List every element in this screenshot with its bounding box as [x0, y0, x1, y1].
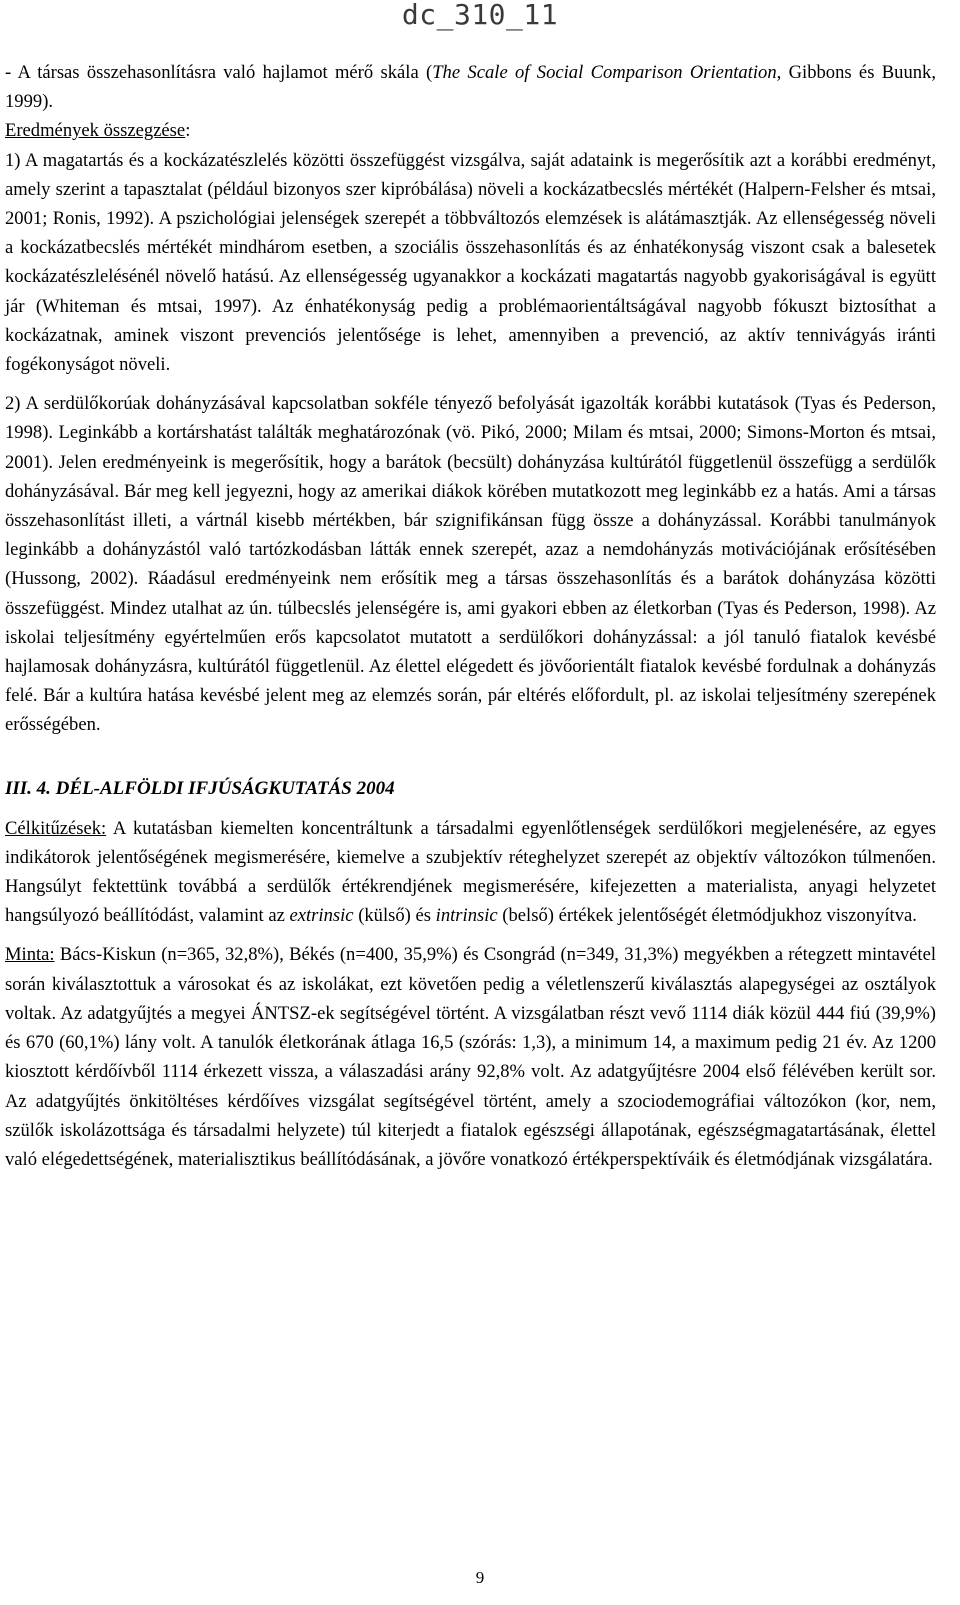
page-number: 9 [475, 1568, 485, 1587]
summary-heading [5, 116, 936, 145]
result-1-paragraph: 1) A magatartás és a kockázatészlelés közötti összefüggést vizsgálva, saját adataink is megerősítik azt a korábbi eredményt, amely szerint a tapasztalat (például bizonyos szer kipróbálása) növeli a kockázatbecslés mértékét (Halpern-Felsher és mtsai, 2001; Ronis, 1992). A pszichológiai jelenségek szerepét a többváltozós elemzések is alátámasztják. Az ellenségesség növeli a kockázatbecslés mértékét mindhárom esetben, a szociális összehasonlítás és az énhatékonyság viszont csak a balesetek kockázatészlelésénél növelő hatású. Az ellenségesség ugyanakkor a kockázati magatartás nagyobb gyakoriságával is együtt jár (Whiteman és mtsai, 1997). Az énhatékonyság pedig a problémaorientáltságával nagyobb fókuszt biztosíthat a kockázatnak, aminek viszont prevenciós jelentősége is lehet, amennyiben a prevenció, az aktív tennivágyás iránti fogékonyságot növeli. [5, 149, 936, 376]
scale-item-prefix: - A társas összehasonlításra való hajlamot mérő skála ( [5, 62, 433, 83]
scale-item-suffix: Gibbons és Buunk, 1999). [5, 62, 936, 113]
aims-text-c: (belső) értékek jelentőségét életmódjukhoz viszonyítva. [497, 905, 917, 927]
aims-label: Célkitűzések: [5, 817, 107, 839]
aims-extrinsic: extrinsic [289, 905, 354, 927]
document-body [5, 58, 936, 1174]
document-watermark: dc_310_11 [401, 0, 559, 31]
aims-paragraph [5, 814, 936, 931]
aims-text-b: (külső) és [353, 905, 436, 927]
summary-heading-colon: : [185, 120, 191, 142]
scale-item [5, 58, 936, 116]
summary-heading-text: Eredmények összegzése [5, 120, 186, 142]
sample-paragraph [5, 940, 936, 1174]
section-heading: III. 4. DÉL-ALFÖLDI IFJÚSÁGKUTATÁS 2004 [5, 777, 395, 799]
result-2-paragraph: 2) A serdülőkorúak dohányzásával kapcsolatban sokféle tényező befolyását igazolták korábbi kutatások (Tyas és Pederson, 1998). Leginkább a kortárshatást találták meghatározónak (vö. Pikó, 2000; Milam és mtsai, 2000; Simons-Morton és mtsai, 2001). Jelen eredményeink is megerősítik, hogy a barátok (becsült) dohányzása kultúrától függetlenül összefügg a serdülők dohányzásával. Bár meg kell jegyezni, hogy az amerikai diákok körében mutatkozott meg leginkább ez a hatás. Ami a társas összehasonlítást illeti, a vártnál kisebb mértékben, bár szignifikánsan függ össze a dohányzással. Korábbi tanulmányok leginkább a dohányzástól való tartózkodásban látták ennek szerepét, azaz a nemdohányzás motivációjának erősítésében (Hussong, 2002). Ráadásul eredményeink nem erősítik meg a társas összehasonlítás és a barátok dohányzása közötti összefüggést. Mindez utalhat az ún. túlbecslés jelenségére is, ami gyakori ebben az életkorban (Tyas és Pederson, 1998). Az iskolai teljesítmény egyértelműen erős kapcsolatot mutatott a serdülőkori dohányzással: a jól tanuló fiatalok kevésbé hajlamosak dohányzásra, kultúrától függetlenül. Az élettel elégedett és jövőorientált fiatalok kevésbé fordulnak a dohányzás felé. Bár a kultúra hatása kevésbé jelent meg az elemzés során, pár eltérés előfordult, pl. az iskolai teljesítmény szerepének erősségében. [5, 393, 936, 736]
aims-intrinsic: intrinsic [435, 905, 498, 927]
scale-item-title: The Scale of Social Comparison Orientation, [432, 62, 782, 83]
aims-text-a: A kutatásban kiemelten koncentráltunk a társadalmi egyenlőtlenségek serdülőkori megjelenésére, az egyes indikátorok jelentőségének megismerésére, kiemelve a szubjektív réteghelyzet szerepét az objektív változókon túlmenően. Hangsúlyt fektettünk továbbá a serdülők értékrendjének megismerésére, kifejezetten a materialista, anyagi helyzetet hangsúlyozó beállítódást, valamint az [5, 817, 936, 927]
sample-text: Bács-Kiskun (n=365, 32,8%), Békés (n=400, 35,9%) és Csongrád (n=349, 31,3%) megyékben a rétegzett mintavétel során kiválasztottuk a városokat és az iskolákat, ezt követően pedig a véletlenszerű kiválasztás alapegységei az osztályok voltak. Az adatgyűjtés a megyei ÁNTSZ-ek segítségével történt. A vizsgálatban részt vevő 1114 diák közül 444 fiú (39,9%) és 670 (60,1%) lány volt. A tanulók életkorának átlaga 16,5 (szórás: 1,3), a minimum 14, a maximum pedig 21 év. Az 1200 kiosztott kérdőívből 1114 érkezett vissza, a válaszadási arány 92,8% volt. Az adatgyűjtésre 2004 első félévében került sor. Az adatgyűjtés önkitöltéses kérdőíves vizsgálat segítségével történt, amely a szociodemográfiai változókon (kor, nem, szülők iskolázottsága és társadalmi helyzete) túl kiterjedt a fiatalok egészségi állapotának, egészségmagatartásának, élettel való elégedettségének, materialisztikus beállítódásának, a jövőre vonatkozó értékperspektíváik és életmódjának vizsgálatára. [5, 944, 936, 1170]
sample-label: Minta: [5, 944, 55, 966]
